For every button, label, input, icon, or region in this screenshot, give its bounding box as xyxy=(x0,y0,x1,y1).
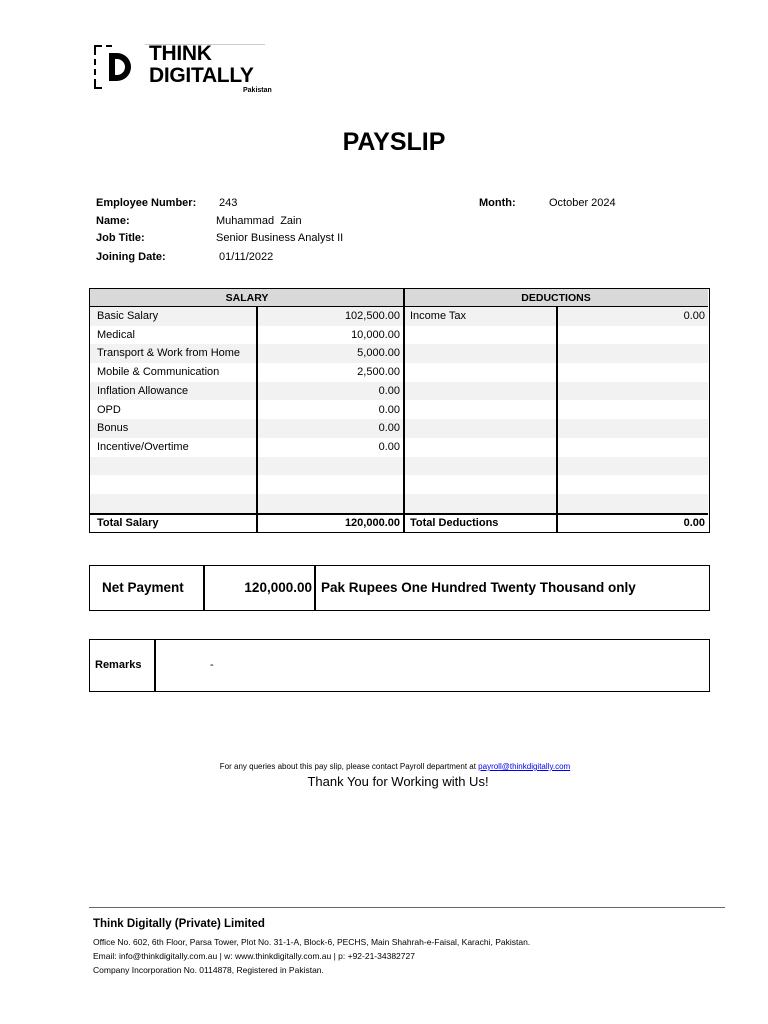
salary-row-amount: 10,000.00 xyxy=(351,328,400,341)
salary-row-label: Medical xyxy=(97,328,135,341)
salary-row-amount: 0.00 xyxy=(378,403,400,416)
salary-row-amount: 2,500.00 xyxy=(357,366,400,379)
net-payment-words: Pak Rupees One Hundred Twenty Thousand only xyxy=(321,580,636,595)
remarks-label: Remarks xyxy=(95,659,142,671)
query-note xyxy=(0,762,768,771)
total-deductions-label: Total Deductions xyxy=(410,517,499,529)
payroll-email-link[interactable]: payroll@thinkdigitally.com xyxy=(478,762,571,771)
salary-row-label: Mobile & Communication xyxy=(97,366,220,379)
total-salary-value: 120,000.00 xyxy=(344,517,400,529)
logo-line-1: THINK xyxy=(149,42,212,65)
deduction-row-amount: 0.00 xyxy=(683,310,705,322)
salary-row-label: Inflation Allowance xyxy=(97,384,189,397)
salary-row-label: Transport & Work from Home xyxy=(97,347,241,360)
joining-date-value: 01/11/2022 xyxy=(219,251,274,263)
remarks-box xyxy=(89,639,710,692)
remarks-value: - xyxy=(210,659,214,671)
company-logo xyxy=(93,43,273,99)
thank-you-text: Thank You for Working with Us! xyxy=(307,774,489,789)
salary-row-label: Basic Salary xyxy=(97,310,159,322)
salary-row-amount: 102,500.00 xyxy=(344,310,400,322)
job-title-label: Job Title: xyxy=(96,232,145,244)
footer-divider xyxy=(89,907,725,908)
company-name: Think Digitally (Private) Limited xyxy=(93,918,265,930)
employee-number-value: 243 xyxy=(219,197,238,209)
salary-header: SALARY xyxy=(90,289,404,307)
joining-date-label: Joining Date: xyxy=(96,251,166,263)
deduction-row-label: Income Tax xyxy=(410,310,467,322)
total-salary-label: Total Salary xyxy=(97,517,159,529)
employee-number-label: Employee Number: xyxy=(96,197,197,209)
salary-row-amount: 5,000.00 xyxy=(357,347,400,360)
company-contact: Email: info@thinkdigitally.com.au | w: www.thinkdigitally.com.au | p: +92-21-34382727 xyxy=(93,951,415,961)
month-label: Month: xyxy=(479,197,516,209)
salary-deductions-table xyxy=(89,288,710,533)
logo-subtitle: Pakistan xyxy=(243,87,272,94)
month-value: October 2024 xyxy=(549,197,616,209)
name-value: Muhammad Zain xyxy=(216,215,302,227)
net-payment-amount: 120,000.00 xyxy=(244,580,312,595)
page-title: PAYSLIP xyxy=(342,128,446,156)
salary-row-amount: 0.00 xyxy=(378,384,400,397)
total-deductions-value: 0.00 xyxy=(683,517,705,529)
net-payment-box xyxy=(89,565,710,611)
net-payment-label: Net Payment xyxy=(102,580,184,595)
logo-mark-icon xyxy=(93,43,137,91)
deductions-header: DEDUCTIONS xyxy=(404,289,708,307)
salary-row-label: Incentive/Overtime xyxy=(97,440,189,453)
salary-row-label: Bonus xyxy=(97,422,129,435)
salary-row-label: OPD xyxy=(97,403,121,416)
company-incorporation: Company Incorporation No. 0114878, Registered in Pakistan. xyxy=(93,965,324,975)
logo-line-2: DIGITALLY xyxy=(149,64,254,87)
job-title-value: Senior Business Analyst II xyxy=(216,232,344,244)
query-text: For any queries about this pay slip, please contact Payroll department at xyxy=(219,762,479,771)
company-address: Office No. 602, 6th Floor, Parsa Tower, Plot No. 31-1-A, Block-6, PECHS, Main Shahrah-e-Faisal, Karachi, Pakistan. xyxy=(93,937,531,947)
salary-row-amount: 0.00 xyxy=(378,422,400,435)
name-label: Name: xyxy=(96,215,130,227)
salary-row-amount: 0.00 xyxy=(378,440,400,453)
